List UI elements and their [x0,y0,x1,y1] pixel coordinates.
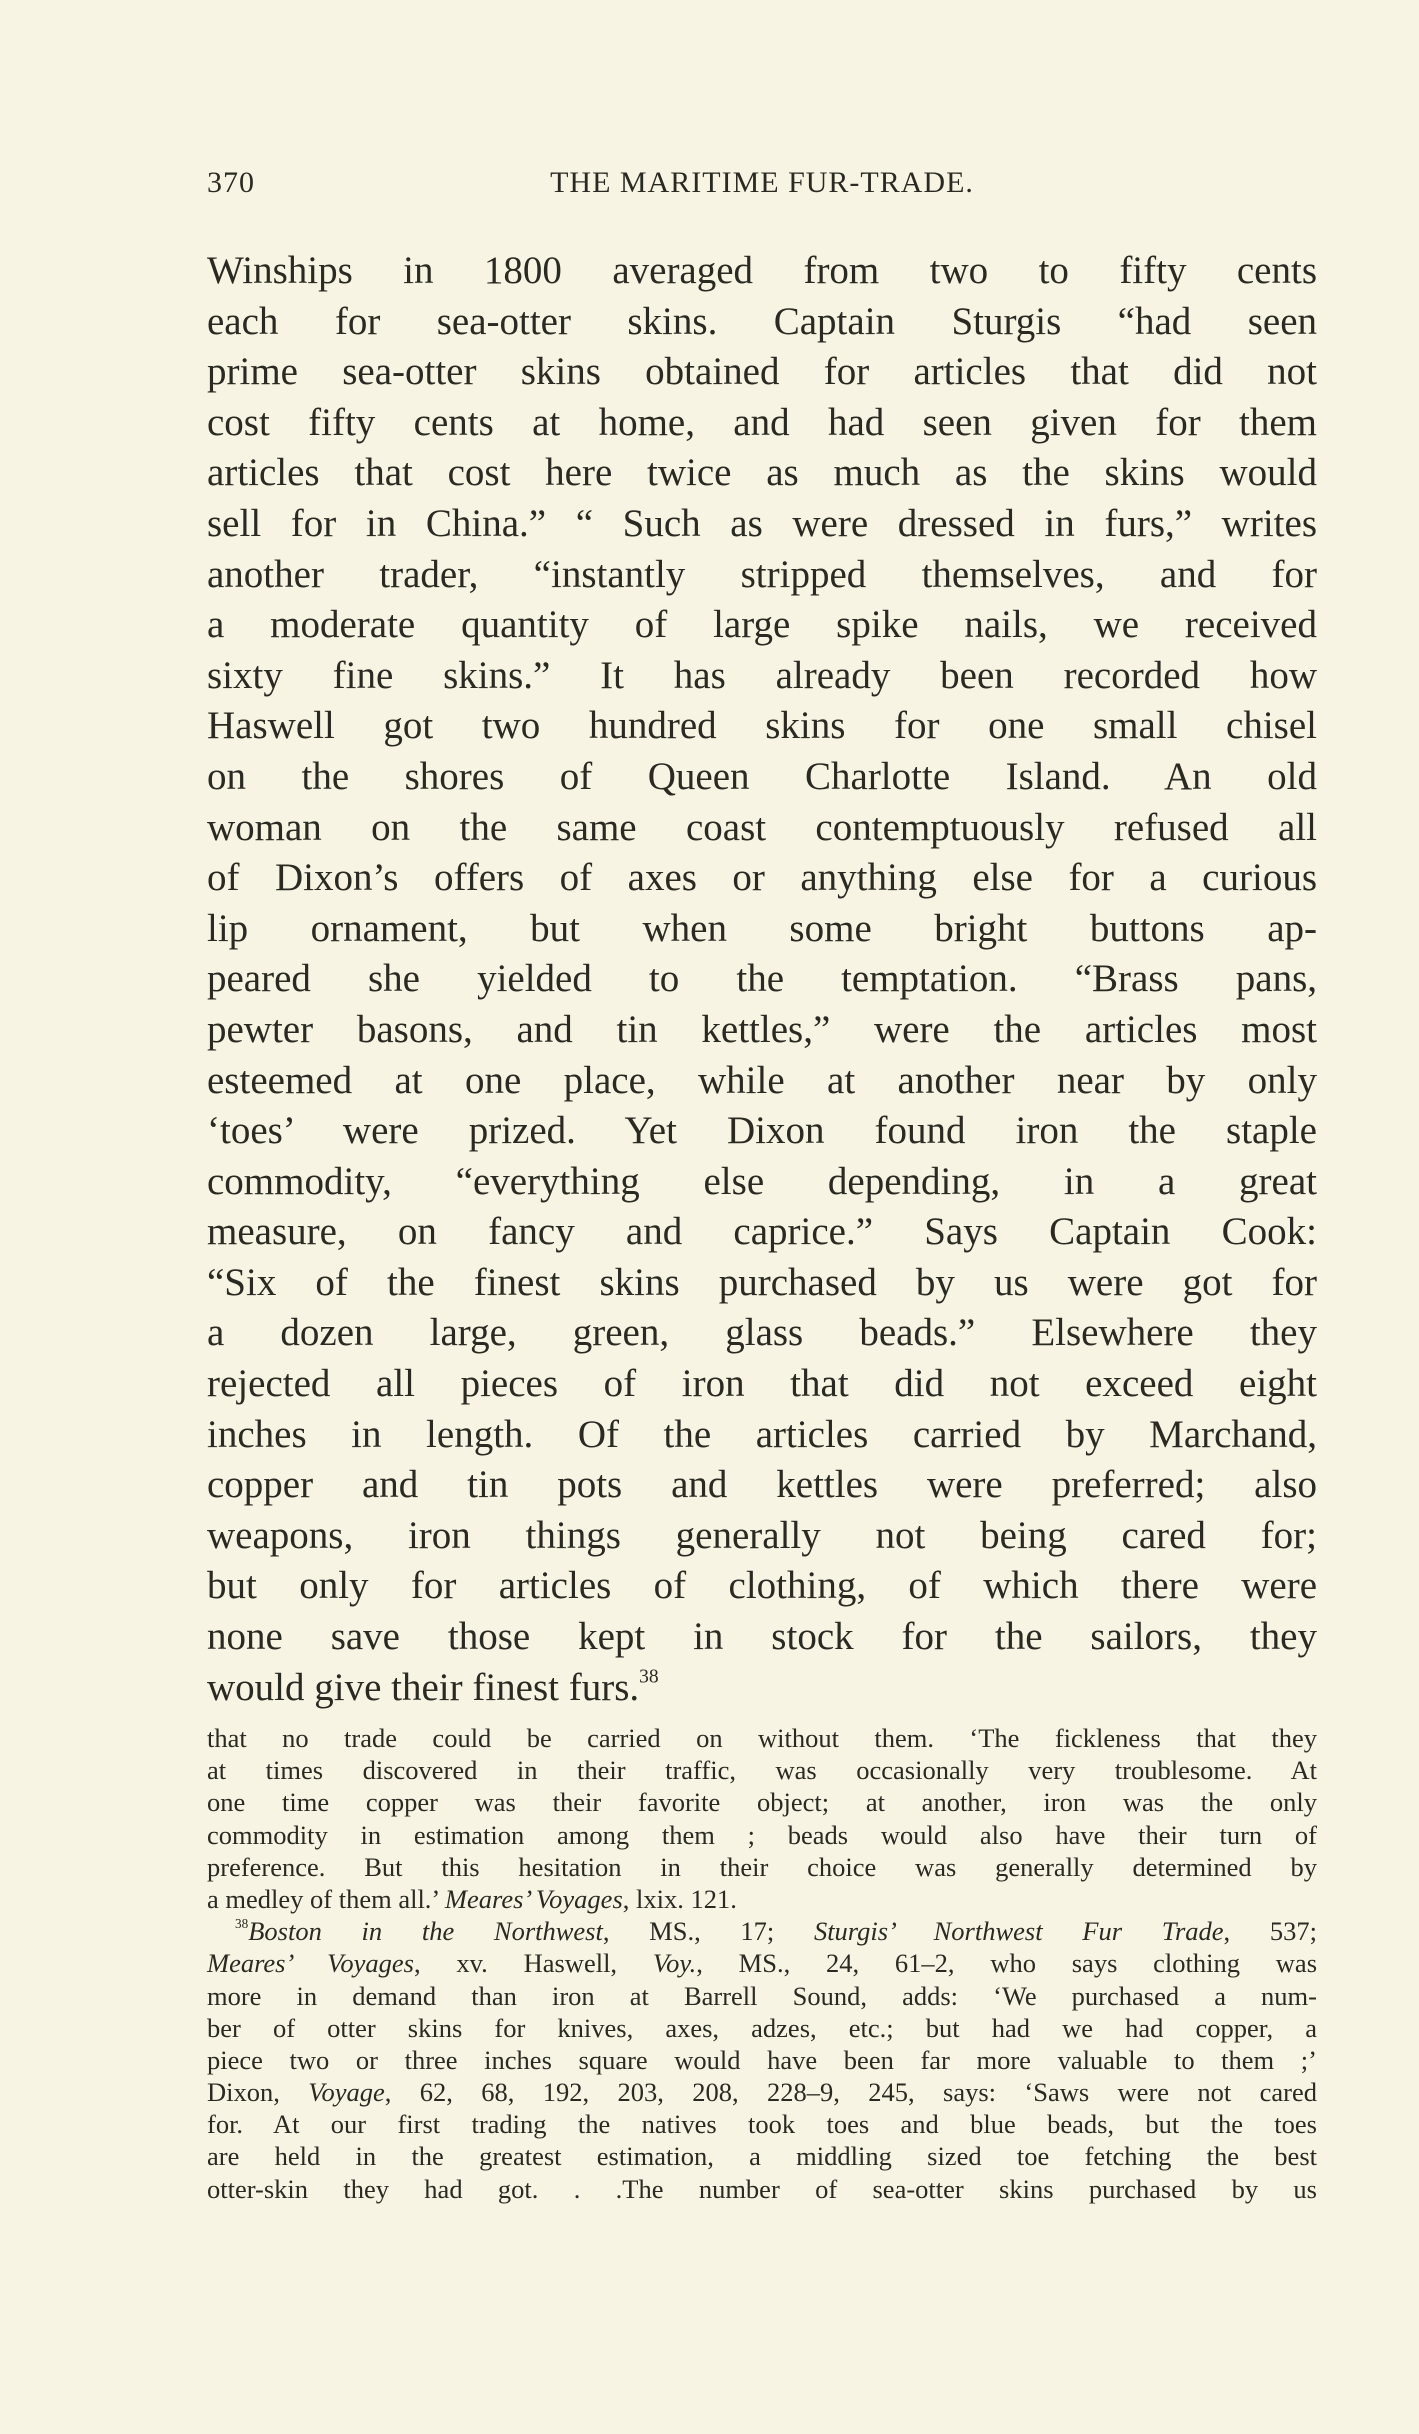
citation-title: Meares’ Voyages [444,1883,623,1914]
body-line-text: “Six of the finest skins purchased by us were got for [207,1260,1317,1304]
body-line-text: sell for in China.” “ Such as were dressed in furs,” writes [207,501,1317,545]
footnote-line [207,2076,1317,2108]
body-line-text: measure, on fancy and caprice.” Says Captain Cook: [207,1210,1317,1254]
body-line [207,1511,1317,1562]
footnote-line [207,2012,1317,2044]
citation-title: Voyage [308,2077,385,2108]
body-line-text: cost fifty cents at home, and had seen given for them [207,400,1317,444]
body-line [207,1005,1317,1056]
body-line [207,1308,1317,1359]
body-line-text: pewter basons, and tin kettles,” were the articles most [207,1007,1317,1051]
body-line [207,550,1317,601]
footnote-text: , 537; [1223,1916,1317,1947]
body-line [207,1106,1317,1157]
page-number: 370 [207,166,255,199]
body-line-text: weapons, iron things generally not being cared for; [207,1513,1317,1557]
citation-title: Meares’ Voyages [207,1948,414,1979]
footnote-line [207,1786,1317,1818]
citation-title: Sturgis’ Northwest Fur Trade [813,1916,1224,1947]
body-line [207,1663,1317,1714]
body-line-text: inches in length. Of the articles carried by Marchand, [207,1412,1317,1456]
body-line-text: would give their finest furs. [207,1665,640,1709]
body-line-text: Haswell got two hundred skins for one small chisel [207,704,1317,748]
body-line-text: another trader, “instantly stripped themselves, and for [207,552,1317,596]
footnote-text: more in demand than iron at Barrell Sound, adds: ‘We purchased a num- [207,1980,1317,2011]
footnote-text: that no trade could be carried on without them. ‘The fickleness that they [207,1723,1317,1753]
body-line [207,600,1317,651]
body-line-text: copper and tin pots and kettles were preferred; also [207,1463,1317,1507]
footnote-line [207,1722,1317,1754]
body-line-text: a moderate quantity of large spike nails, we received [207,603,1317,647]
footnote-line [207,2108,1317,2140]
footnote-text: ber of otter skins for knives, axes, adzes, etc.; but had we had copper, a [207,2012,1317,2043]
footnote-text: piece two or three inches square would have been far more valuable to them ;’ [207,2044,1317,2075]
footnote-line [207,1851,1317,1883]
body-line-text: on the shores of Queen Charlotte Island. An old [207,754,1317,798]
footnotes [207,1722,1317,2205]
running-header [207,166,1317,210]
body-line [207,1157,1317,1208]
body-line [207,1207,1317,1258]
body-line [207,1410,1317,1461]
body-line-text: but only for articles of clothing, of which there were [207,1564,1317,1608]
body-line-text: each for sea-otter skins. Captain Sturgis “had seen [207,299,1317,343]
footnote-line [207,1883,1317,1915]
body-line [207,246,1317,297]
body-line-text: peared she yielded to the temptation. “Brass pans, [207,957,1317,1001]
footnote-text: preference. But this hesitation in their choice was generally determined by [207,1851,1317,1882]
footnote-line [207,1819,1317,1851]
footnote-number: 38 [235,1916,249,1932]
footnote-text: , xv. Haswell, [414,1948,653,1979]
body-line [207,1258,1317,1309]
footnote-text: Dixon, [207,2077,309,2108]
body-line [207,1612,1317,1663]
body-line [207,701,1317,752]
body-line [207,448,1317,499]
body-line-text: a dozen large, green, glass beads.” Elsewhere they [207,1311,1317,1355]
citation-title: Boston in the Northwest [248,1916,603,1947]
footnote-line [207,1915,1317,1947]
body-line-text: esteemed at one place, while at another near by only [207,1058,1317,1102]
footnote-text: , MS., 17; [602,1916,814,1947]
body-line [207,499,1317,550]
body-line [207,904,1317,955]
body-line-text: articles that cost here twice as much as the skins would [207,451,1317,495]
body-line-text: Winships in 1800 averaged from two to fifty cents [207,249,1317,292]
body-line [207,398,1317,449]
body-line-text: none save those kept in stock for the sailors, they [207,1615,1317,1659]
body-line [207,752,1317,803]
footnote-text: otter-skin they had got. . .The number of sea-otter skins purchased by us [207,2173,1317,2204]
body-line-text: sixty fine skins.” It has already been recorded how [207,653,1317,697]
body-line-text: rejected all pieces of iron that did not exceed eight [207,1362,1317,1406]
footnote-text: are held in the greatest estimation, a middling sized toe fetching the best [207,2141,1317,2172]
footnote-text: , 62, 68, 192, 203, 208, 228–9, 245, says: ‘Saws were not cared [384,2077,1318,2108]
running-title: THE MARITIME FUR-TRADE. [550,166,974,199]
body-line [207,1359,1317,1410]
body-line [207,1056,1317,1107]
body-line-text: woman on the same coast contemptuously refused all [207,805,1317,849]
body-line [207,853,1317,904]
footnote-reference: 38 [639,1666,659,1688]
footnote-line [207,2173,1317,2205]
body-line [207,297,1317,348]
body-line-text: commodity, “everything else depending, in a great [207,1159,1317,1203]
footnote-text: for. At our first trading the natives took toes and blue beads, but the toes [207,2109,1317,2140]
footnote-text: one time copper was their favorite object; at another, iron was the only [207,1787,1317,1818]
body-text [207,246,1317,1713]
footnote-line [207,2140,1317,2172]
body-line-text: lip ornament, but when some bright buttons ap- [207,906,1317,950]
footnote-text: commodity in estimation among them ; beads would also have their turn of [207,1819,1317,1850]
body-line-text: ‘toes’ were prized. Yet Dixon found iron the staple [207,1109,1317,1153]
body-line [207,1460,1317,1511]
footnote-text: at times discovered in their traffic, was occasionally very troublesome. At [207,1755,1317,1786]
footnote-line [207,2044,1317,2076]
footnote-text: a medley of them all.’ [207,1883,445,1914]
citation-title: Voy. [652,1948,697,1979]
footnote-line [207,1980,1317,2012]
body-line [207,954,1317,1005]
body-line-text: of Dixon’s offers of axes or anything else for a curious [207,856,1317,900]
footnote-line [207,1947,1317,1979]
body-line [207,803,1317,854]
footnote-text: , MS., 24, 61–2, who says clothing was [696,1948,1318,1979]
body-line [207,347,1317,398]
body-line [207,651,1317,702]
body-line [207,1561,1317,1612]
footnote-text: , lxix. 121. [622,1883,737,1914]
footnote-line [207,1754,1317,1786]
body-line-text: prime sea-otter skins obtained for articles that did not [207,350,1317,394]
